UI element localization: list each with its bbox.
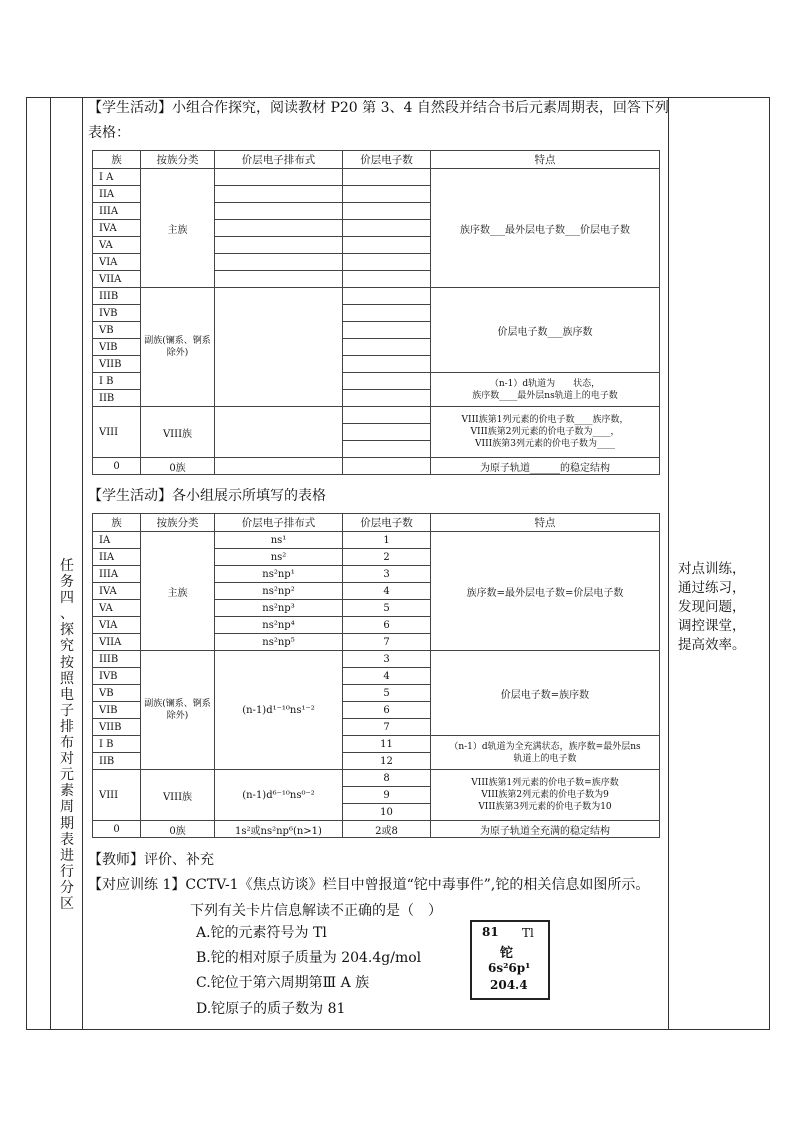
config-cell: ns²np⁴ — [215, 617, 343, 634]
group-cell: VB — [93, 322, 141, 339]
feature-viii-line1: VIII族第1列元素的价电子数=族序数 — [471, 778, 619, 788]
config-cell: ns²np³ — [215, 600, 343, 617]
design-intent-line: 通过练习， — [678, 580, 746, 596]
element-card — [470, 920, 550, 1000]
blank-count[interactable] — [343, 169, 431, 186]
category-viii: VIII族 — [141, 407, 215, 458]
task-label-char: 任 — [60, 558, 74, 574]
blank-config[interactable] — [215, 458, 343, 475]
option-d[interactable]: D.铊原子的质子数为 81 — [196, 1001, 346, 1017]
group-cell: VB — [93, 685, 141, 702]
header-count: 价层电子数 — [343, 151, 431, 169]
feature-sub: 价层电子数___族序数 — [431, 288, 660, 373]
activity1-line2: 表格： — [88, 125, 130, 141]
blank-config-sub[interactable] — [215, 288, 343, 407]
blank-count[interactable] — [343, 305, 431, 322]
group-cell: IIB — [93, 753, 141, 770]
header-category: 按族分类 — [141, 151, 215, 169]
task-label-char: 探 — [60, 622, 74, 639]
category-zero: 0族 — [141, 458, 215, 475]
group-cell: IIIA — [93, 566, 141, 583]
category-sub: 副族(镧系、锕系除外) — [141, 651, 215, 770]
card-config: 6s²6p¹ — [488, 961, 531, 975]
task-label-char: 表 — [60, 831, 74, 848]
group-cell: I A — [93, 169, 141, 186]
feature-ib-line1: （n-1）d轨道为全充满状态，族序数=最外层ns — [449, 741, 641, 752]
group-cell: VA — [93, 600, 141, 617]
feature-zero: 为原子轨道全充满的稳定结构 — [431, 821, 660, 838]
card-mass: 204.4 — [490, 978, 528, 992]
feature-zero: 为原子轨道______的稳定结构 — [431, 458, 660, 475]
task-label-char: 照 — [60, 670, 74, 687]
count-cell: 4 — [343, 668, 431, 685]
group-cell: VA — [93, 237, 141, 254]
blank-count[interactable] — [343, 407, 431, 424]
card-atomic-number: 81 — [482, 925, 499, 939]
blank-config[interactable] — [215, 237, 343, 254]
design-intent-line: 对点训练， — [678, 561, 746, 577]
group-cell: VIIA — [93, 634, 141, 651]
blank-count[interactable] — [343, 220, 431, 237]
count-cell: 6 — [343, 617, 431, 634]
task-label-char: 、 — [60, 606, 74, 623]
blank-config-viii[interactable] — [215, 407, 343, 458]
count-cell: 5 — [343, 600, 431, 617]
blank-group-table — [92, 150, 660, 475]
task-label — [58, 558, 76, 912]
blank-count[interactable] — [343, 390, 431, 407]
group-cell: VIII — [93, 407, 141, 458]
feature-viii-line3: VIII族第3列元素的价电子数为10 — [478, 802, 612, 812]
count-cell: 2 — [343, 549, 431, 566]
config-cell: ns¹ — [215, 532, 343, 549]
design-intent-line: 调控课堂， — [678, 618, 746, 634]
blank-config[interactable] — [215, 220, 343, 237]
config-cell: ns²np¹ — [215, 566, 343, 583]
category-zero: 0族 — [141, 821, 215, 838]
blank-count[interactable] — [343, 254, 431, 271]
count-cell: 4 — [343, 583, 431, 600]
header-group: 族 — [93, 151, 141, 169]
feature-ib — [431, 736, 660, 770]
category-sub: 副族(镧系、锕系除外) — [141, 288, 215, 407]
group-cell: IVA — [93, 583, 141, 600]
group-cell: IIA — [93, 549, 141, 566]
group-cell: I B — [93, 736, 141, 753]
group-cell: 0 — [93, 458, 141, 475]
count-cell: 5 — [343, 685, 431, 702]
design-intent-line: 发现问题， — [678, 599, 746, 615]
blank-count[interactable] — [343, 186, 431, 203]
group-cell: IVB — [93, 668, 141, 685]
category-viii: VIII族 — [141, 770, 215, 821]
group-cell: IIA — [93, 186, 141, 203]
task-label-char: 务 — [60, 574, 74, 591]
task-label-char: 按 — [60, 654, 74, 671]
blank-config[interactable] — [215, 203, 343, 220]
header-feature: 特点 — [431, 514, 660, 532]
task-label-char: 究 — [60, 638, 74, 655]
config-viii: (n-1)d⁶⁻¹⁰ns⁰⁻² — [215, 770, 343, 821]
task-label-char: 四 — [60, 590, 74, 607]
config-cell: ns²np² — [215, 583, 343, 600]
feature-main: 族序数=最外层电子数=价层电子数 — [431, 532, 660, 651]
group-cell: VIA — [93, 617, 141, 634]
feature-ib — [431, 373, 660, 407]
option-a[interactable]: A.铊的元素符号为 Tl — [196, 925, 327, 941]
group-cell: IA — [93, 532, 141, 549]
blank-count[interactable] — [343, 441, 431, 458]
task-label-char: 子 — [60, 702, 74, 719]
task-label-char: 区 — [60, 895, 74, 912]
blank-count[interactable] — [343, 424, 431, 441]
group-cell: VIB — [93, 339, 141, 356]
feature-ib-line1: （n-1）d轨道为 状态， — [489, 378, 601, 389]
exercise-title: 【对应训练 1】CCTV-1《焦点访谈》栏目中曾报道“铊中毒事件”,铊的相关信息如图所示。 — [88, 877, 650, 893]
feature-ib-line2: 轨道上的电子数 — [513, 753, 577, 764]
header-config: 价层电子排布式 — [215, 151, 343, 169]
task-label-char: 布 — [60, 735, 74, 752]
count-cell: 6 — [343, 702, 431, 719]
group-cell: VIIB — [93, 356, 141, 373]
group-cell: IIB — [93, 390, 141, 407]
activity1-line1: 【学生活动】小组合作探究，阅读教材 P20 第 3、4 自然段并结合书后元素周期表，回答下列 — [88, 100, 669, 116]
config-cell: ns² — [215, 549, 343, 566]
count-cell: 12 — [343, 753, 431, 770]
column-divider-3 — [668, 97, 669, 1029]
count-cell: 3 — [343, 651, 431, 668]
teacher-note: 【教师】评价、补充 — [88, 852, 214, 868]
task-label-char: 周 — [60, 799, 74, 816]
count-cell: 1 — [343, 532, 431, 549]
exercise-question: 下列有关卡片信息解读不正确的是（ ） — [190, 903, 442, 919]
task-label-char: 电 — [60, 686, 74, 703]
feature-sub: 价层电子数=族序数 — [431, 651, 660, 736]
group-cell: IVB — [93, 305, 141, 322]
blank-config[interactable] — [215, 169, 343, 186]
group-cell: IVA — [93, 220, 141, 237]
option-c[interactable]: C.铊位于第六周期第Ⅲ A 族 — [196, 975, 370, 991]
header-feature: 特点 — [431, 151, 660, 169]
blank-config[interactable] — [215, 186, 343, 203]
blank-count[interactable] — [343, 203, 431, 220]
task-label-char: 分 — [60, 879, 74, 896]
config-cell: ns²np⁵ — [215, 634, 343, 651]
count-cell: 7 — [343, 634, 431, 651]
task-label-char: 素 — [60, 783, 74, 800]
feature-viii-line2: VIII族第2列元素的价电子数为9 — [481, 790, 609, 800]
feature-viii — [431, 407, 660, 458]
group-cell: VIA — [93, 254, 141, 271]
blank-count[interactable] — [343, 271, 431, 288]
task-label-char: 元 — [60, 767, 74, 784]
column-divider-2 — [82, 97, 83, 1029]
category-main: 主族 — [141, 169, 215, 288]
group-cell: IIIB — [93, 651, 141, 668]
feature-ib-line2: 族序数____最外层ns轨道上的电子数 — [472, 390, 618, 401]
count-cell: 9 — [343, 787, 431, 804]
group-cell: IIIA — [93, 203, 141, 220]
blank-count[interactable] — [343, 237, 431, 254]
task-label-char: 进 — [60, 847, 74, 864]
config-zero: 1s²或ns²np⁶(n>1) — [215, 821, 343, 838]
group-cell: VIIA — [93, 271, 141, 288]
config-sub: (n-1)d¹⁻¹⁰ns¹⁻² — [215, 651, 343, 770]
feature-viii — [431, 770, 660, 821]
task-label-char: 排 — [60, 718, 74, 735]
count-cell: 11 — [343, 736, 431, 753]
blank-config[interactable] — [215, 271, 343, 288]
group-cell: VIB — [93, 702, 141, 719]
category-main: 主族 — [141, 532, 215, 651]
header-config: 价层电子排布式 — [215, 514, 343, 532]
feature-viii-line2: VIII族第2列元素的价电子数为____， — [470, 427, 620, 437]
card-symbol: Tl — [522, 926, 534, 940]
count-zero: 2或8 — [343, 821, 431, 838]
activity2-text: 【学生活动】各小组展示所填写的表格 — [88, 488, 326, 504]
count-cell: 10 — [343, 804, 431, 821]
blank-config[interactable] — [215, 254, 343, 271]
blank-count[interactable] — [343, 458, 431, 475]
feature-viii-line1: VIII族第1列元素的价电子数____族序数， — [461, 415, 629, 425]
feature-main: 族序数___最外层电子数___价层电子数 — [431, 169, 660, 288]
blank-count[interactable] — [343, 339, 431, 356]
group-cell: VIIB — [93, 719, 141, 736]
task-label-char: 期 — [60, 815, 74, 832]
feature-viii-line3: VIII族第3列元素的价电子数为____ — [475, 439, 615, 449]
task-label-char: 对 — [60, 751, 74, 768]
filled-group-table — [92, 513, 660, 838]
design-intent-line: 提高效率。 — [678, 637, 746, 653]
option-b[interactable]: B.铊的相对原子质量为 204.4g/mol — [196, 950, 422, 966]
task-label-char: 行 — [60, 863, 74, 880]
blank-count[interactable] — [343, 288, 431, 305]
group-cell: IIIB — [93, 288, 141, 305]
header-group: 族 — [93, 514, 141, 532]
header-count: 价层电子数 — [343, 514, 431, 532]
group-cell: 0 — [93, 821, 141, 838]
blank-count[interactable] — [343, 356, 431, 373]
group-cell: I B — [93, 373, 141, 390]
blank-count[interactable] — [343, 373, 431, 390]
column-divider-1 — [50, 97, 51, 1029]
header-category: 按族分类 — [141, 514, 215, 532]
count-cell: 7 — [343, 719, 431, 736]
design-intent-note — [678, 560, 764, 655]
count-cell: 8 — [343, 770, 431, 787]
blank-count[interactable] — [343, 322, 431, 339]
group-cell: VIII — [93, 770, 141, 821]
card-name: 铊 — [500, 946, 514, 961]
count-cell: 3 — [343, 566, 431, 583]
